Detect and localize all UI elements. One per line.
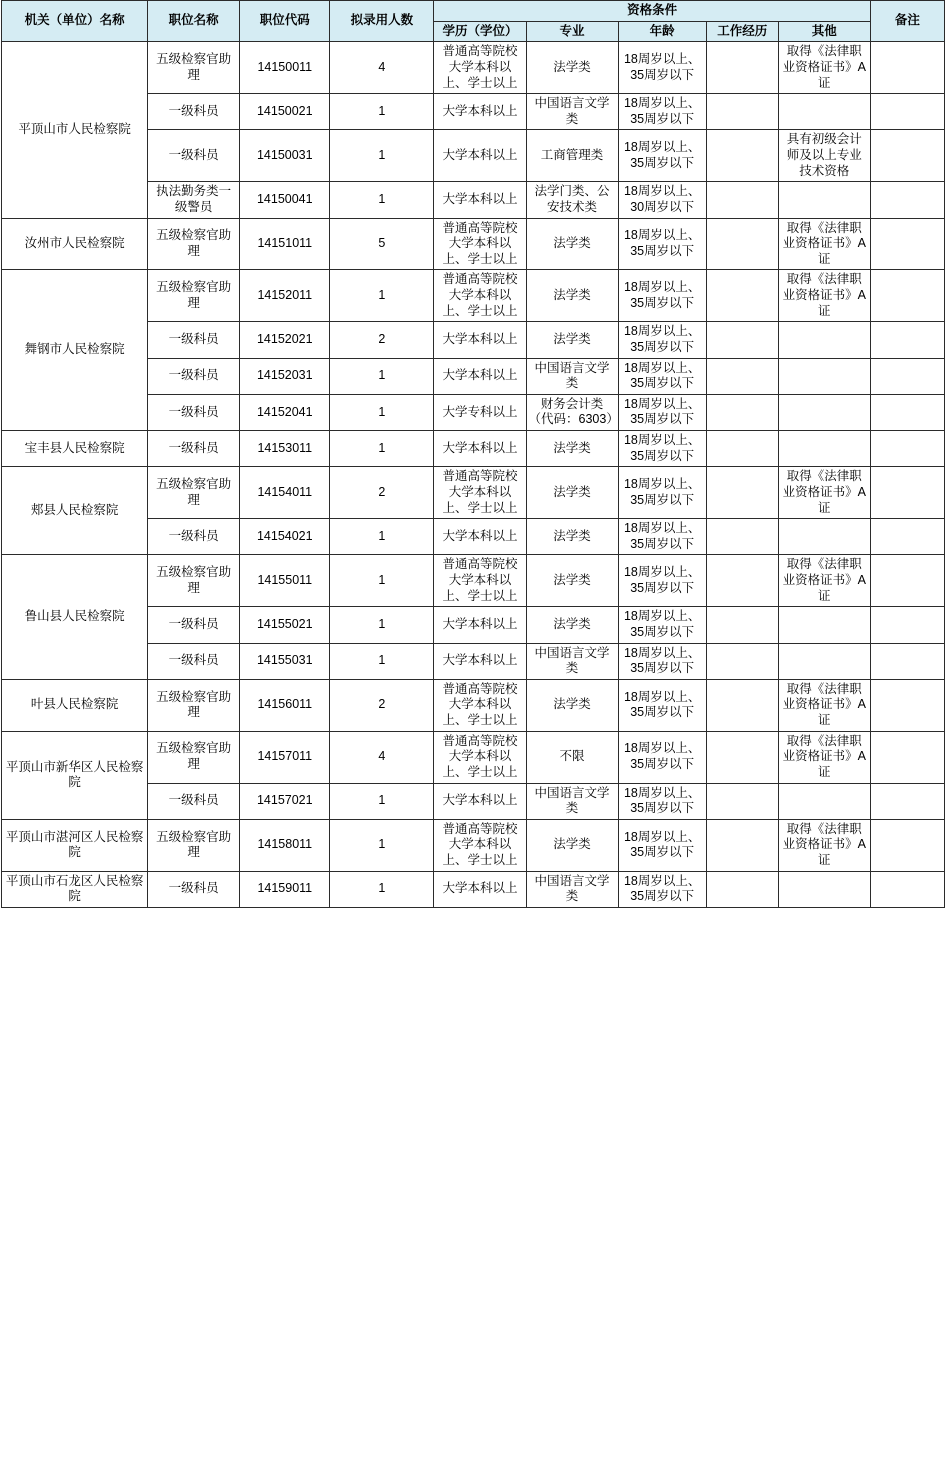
cell-position: 五级检察官助理 <box>148 679 240 731</box>
cell-note <box>870 467 944 519</box>
cell-major: 中国语言文学类 <box>526 871 618 907</box>
cell-other <box>778 607 870 643</box>
cell-major: 法学类 <box>526 555 618 607</box>
cell-other: 取得《法律职业资格证书》A证 <box>778 819 870 871</box>
cell-code: 14152031 <box>240 358 330 394</box>
cell-experience <box>706 94 778 130</box>
cell-count: 1 <box>330 130 434 182</box>
cell-major: 中国语言文学类 <box>526 783 618 819</box>
cell-other <box>778 871 870 907</box>
cell-education: 大学本科以上 <box>434 871 526 907</box>
cell-code: 14150031 <box>240 130 330 182</box>
cell-position: 五级检察官助理 <box>148 467 240 519</box>
header-experience: 工作经历 <box>706 21 778 42</box>
cell-code: 14159011 <box>240 871 330 907</box>
cell-age: 18周岁以上、35周岁以下 <box>618 467 706 519</box>
cell-age: 18周岁以上、35周岁以下 <box>618 519 706 555</box>
cell-age: 18周岁以上、35周岁以下 <box>618 270 706 322</box>
cell-major: 工商管理类 <box>526 130 618 182</box>
cell-experience <box>706 130 778 182</box>
cell-other <box>778 358 870 394</box>
cell-organization: 平顶山市人民检察院 <box>2 42 148 218</box>
cell-organization: 宝丰县人民检察院 <box>2 431 148 467</box>
cell-experience <box>706 42 778 94</box>
cell-major: 法学类 <box>526 42 618 94</box>
cell-count: 1 <box>330 819 434 871</box>
cell-other <box>778 94 870 130</box>
cell-position: 五级检察官助理 <box>148 731 240 783</box>
cell-organization: 舞钢市人民检察院 <box>2 270 148 431</box>
cell-experience <box>706 182 778 218</box>
cell-code: 14154021 <box>240 519 330 555</box>
cell-count: 2 <box>330 679 434 731</box>
cell-count: 4 <box>330 731 434 783</box>
cell-position: 一级科员 <box>148 322 240 358</box>
cell-education: 大学本科以上 <box>434 607 526 643</box>
cell-note <box>870 358 944 394</box>
cell-position: 一级科员 <box>148 871 240 907</box>
cell-count: 1 <box>330 431 434 467</box>
header-age: 年龄 <box>618 21 706 42</box>
cell-education: 普通高等院校大学本科以上、学士以上 <box>434 819 526 871</box>
cell-code: 14155021 <box>240 607 330 643</box>
cell-count: 1 <box>330 555 434 607</box>
table-row <box>2 467 945 519</box>
cell-age: 18周岁以上、35周岁以下 <box>618 731 706 783</box>
header-count: 拟录用人数 <box>330 1 434 42</box>
cell-code: 14151011 <box>240 218 330 270</box>
cell-other <box>778 519 870 555</box>
cell-count: 1 <box>330 94 434 130</box>
cell-major: 法学类 <box>526 819 618 871</box>
cell-education: 普通高等院校大学本科以上、学士以上 <box>434 467 526 519</box>
cell-position: 一级科员 <box>148 94 240 130</box>
cell-count: 1 <box>330 182 434 218</box>
cell-education: 大学本科以上 <box>434 358 526 394</box>
cell-age: 18周岁以上、35周岁以下 <box>618 394 706 430</box>
cell-organization: 鲁山县人民检察院 <box>2 555 148 679</box>
table-row <box>2 819 945 871</box>
cell-experience <box>706 643 778 679</box>
cell-code: 14156011 <box>240 679 330 731</box>
cell-age: 18周岁以上、35周岁以下 <box>618 607 706 643</box>
cell-education: 普通高等院校大学本科以上、学士以上 <box>434 555 526 607</box>
cell-education: 大学本科以上 <box>434 643 526 679</box>
cell-code: 14153011 <box>240 431 330 467</box>
cell-major: 法学类 <box>526 322 618 358</box>
cell-age: 18周岁以上、35周岁以下 <box>618 431 706 467</box>
cell-experience <box>706 607 778 643</box>
cell-education: 普通高等院校大学本科以上、学士以上 <box>434 679 526 731</box>
cell-note <box>870 394 944 430</box>
cell-note <box>870 731 944 783</box>
cell-code: 14158011 <box>240 819 330 871</box>
cell-education: 大学本科以上 <box>434 519 526 555</box>
cell-position: 一级科员 <box>148 519 240 555</box>
cell-experience <box>706 358 778 394</box>
cell-other: 取得《法律职业资格证书》A证 <box>778 731 870 783</box>
cell-major: 法学类 <box>526 679 618 731</box>
cell-position: 一级科员 <box>148 783 240 819</box>
header-org: 机关（单位）名称 <box>2 1 148 42</box>
cell-code: 14152011 <box>240 270 330 322</box>
cell-education: 普通高等院校大学本科以上、学士以上 <box>434 270 526 322</box>
cell-major: 法学门类、公安技术类 <box>526 182 618 218</box>
cell-age: 18周岁以上、35周岁以下 <box>618 42 706 94</box>
cell-education: 大学本科以上 <box>434 182 526 218</box>
cell-major: 法学类 <box>526 218 618 270</box>
cell-major: 中国语言文学类 <box>526 643 618 679</box>
cell-count: 5 <box>330 218 434 270</box>
cell-experience <box>706 871 778 907</box>
table-header <box>2 1 945 42</box>
cell-code: 14152041 <box>240 394 330 430</box>
cell-position: 一级科员 <box>148 130 240 182</box>
cell-organization: 平顶山市石龙区人民检察院 <box>2 871 148 907</box>
cell-major: 法学类 <box>526 607 618 643</box>
cell-count: 1 <box>330 394 434 430</box>
cell-count: 2 <box>330 322 434 358</box>
cell-note <box>870 130 944 182</box>
cell-count: 1 <box>330 783 434 819</box>
cell-count: 2 <box>330 467 434 519</box>
cell-major: 不限 <box>526 731 618 783</box>
cell-position: 五级检察官助理 <box>148 42 240 94</box>
cell-education: 大学本科以上 <box>434 431 526 467</box>
header-qualification-group: 资格条件 <box>434 1 870 22</box>
cell-note <box>870 431 944 467</box>
cell-other <box>778 783 870 819</box>
cell-other <box>778 394 870 430</box>
header-education: 学历（学位） <box>434 21 526 42</box>
cell-major: 中国语言文学类 <box>526 358 618 394</box>
cell-code: 14150011 <box>240 42 330 94</box>
cell-count: 1 <box>330 607 434 643</box>
cell-experience <box>706 218 778 270</box>
table-row <box>2 555 945 607</box>
cell-other <box>778 322 870 358</box>
cell-major: 财务会计类（代码：6303） <box>526 394 618 430</box>
header-position: 职位名称 <box>148 1 240 42</box>
table-row <box>2 731 945 783</box>
cell-note <box>870 42 944 94</box>
cell-major: 中国语言文学类 <box>526 94 618 130</box>
cell-note <box>870 94 944 130</box>
cell-other: 取得《法律职业资格证书》A证 <box>778 679 870 731</box>
cell-organization: 叶县人民检察院 <box>2 679 148 731</box>
header-row-1 <box>2 1 945 22</box>
cell-note <box>870 783 944 819</box>
cell-count: 4 <box>330 42 434 94</box>
cell-age: 18周岁以上、35周岁以下 <box>618 679 706 731</box>
cell-count: 1 <box>330 270 434 322</box>
cell-education: 普通高等院校大学本科以上、学士以上 <box>434 731 526 783</box>
cell-age: 18周岁以上、35周岁以下 <box>618 130 706 182</box>
cell-code: 14157021 <box>240 783 330 819</box>
cell-position: 五级检察官助理 <box>148 819 240 871</box>
cell-code: 14155011 <box>240 555 330 607</box>
cell-education: 大学专科以上 <box>434 394 526 430</box>
cell-other: 取得《法律职业资格证书》A证 <box>778 218 870 270</box>
cell-age: 18周岁以上、35周岁以下 <box>618 643 706 679</box>
cell-note <box>870 322 944 358</box>
cell-organization: 汝州市人民检察院 <box>2 218 148 270</box>
cell-experience <box>706 519 778 555</box>
cell-other <box>778 643 870 679</box>
cell-major: 法学类 <box>526 431 618 467</box>
cell-age: 18周岁以上、35周岁以下 <box>618 819 706 871</box>
table-row <box>2 871 945 907</box>
cell-experience <box>706 555 778 607</box>
cell-count: 1 <box>330 519 434 555</box>
table-row <box>2 679 945 731</box>
cell-position: 一级科员 <box>148 643 240 679</box>
cell-organization: 平顶山市新华区人民检察院 <box>2 731 148 819</box>
cell-code: 14152021 <box>240 322 330 358</box>
cell-note <box>870 871 944 907</box>
cell-experience <box>706 270 778 322</box>
cell-experience <box>706 467 778 519</box>
cell-age: 18周岁以上、35周岁以下 <box>618 358 706 394</box>
cell-other: 取得《法律职业资格证书》A证 <box>778 467 870 519</box>
cell-education: 大学本科以上 <box>434 94 526 130</box>
header-code: 职位代码 <box>240 1 330 42</box>
table-row <box>2 218 945 270</box>
cell-age: 18周岁以上、35周岁以下 <box>618 94 706 130</box>
cell-position: 五级检察官助理 <box>148 270 240 322</box>
cell-note <box>870 819 944 871</box>
cell-other: 取得《法律职业资格证书》A证 <box>778 270 870 322</box>
cell-note <box>870 555 944 607</box>
cell-count: 1 <box>330 358 434 394</box>
table-row <box>2 270 945 322</box>
cell-education: 大学本科以上 <box>434 783 526 819</box>
cell-note <box>870 519 944 555</box>
cell-experience <box>706 819 778 871</box>
header-other: 其他 <box>778 21 870 42</box>
cell-code: 14150041 <box>240 182 330 218</box>
cell-major: 法学类 <box>526 519 618 555</box>
cell-code: 14157011 <box>240 731 330 783</box>
cell-education: 普通高等院校大学本科以上、学士以上 <box>434 42 526 94</box>
cell-note <box>870 679 944 731</box>
header-note: 备注 <box>870 1 944 42</box>
cell-position: 一级科员 <box>148 607 240 643</box>
cell-experience <box>706 394 778 430</box>
cell-other: 取得《法律职业资格证书》A证 <box>778 42 870 94</box>
cell-major: 法学类 <box>526 467 618 519</box>
cell-code: 14154011 <box>240 467 330 519</box>
cell-note <box>870 607 944 643</box>
table-row <box>2 42 945 94</box>
cell-position: 一级科员 <box>148 358 240 394</box>
cell-age: 18周岁以上、35周岁以下 <box>618 322 706 358</box>
cell-experience <box>706 731 778 783</box>
cell-note <box>870 270 944 322</box>
cell-position: 一级科员 <box>148 394 240 430</box>
cell-other <box>778 431 870 467</box>
cell-other <box>778 182 870 218</box>
cell-education: 大学本科以上 <box>434 322 526 358</box>
cell-other: 具有初级会计师及以上专业技术资格 <box>778 130 870 182</box>
cell-position: 五级检察官助理 <box>148 555 240 607</box>
cell-age: 18周岁以上、35周岁以下 <box>618 218 706 270</box>
cell-organization: 郏县人民检察院 <box>2 467 148 555</box>
cell-code: 14150021 <box>240 94 330 130</box>
cell-experience <box>706 431 778 467</box>
cell-count: 1 <box>330 871 434 907</box>
table-row <box>2 431 945 467</box>
cell-experience <box>706 322 778 358</box>
cell-position: 一级科员 <box>148 431 240 467</box>
cell-note <box>870 643 944 679</box>
cell-note <box>870 218 944 270</box>
header-major: 专业 <box>526 21 618 42</box>
recruitment-table <box>1 0 945 908</box>
cell-experience <box>706 679 778 731</box>
cell-age: 18周岁以上、35周岁以下 <box>618 555 706 607</box>
cell-major: 法学类 <box>526 270 618 322</box>
cell-age: 18周岁以上、30周岁以下 <box>618 182 706 218</box>
cell-education: 大学本科以上 <box>434 130 526 182</box>
cell-age: 18周岁以上、35周岁以下 <box>618 783 706 819</box>
cell-experience <box>706 783 778 819</box>
cell-age: 18周岁以上、35周岁以下 <box>618 871 706 907</box>
cell-position: 五级检察官助理 <box>148 218 240 270</box>
cell-organization: 平顶山市湛河区人民检察院 <box>2 819 148 871</box>
table-body <box>2 42 945 908</box>
cell-position: 执法勤务类一级警员 <box>148 182 240 218</box>
cell-count: 1 <box>330 643 434 679</box>
cell-code: 14155031 <box>240 643 330 679</box>
cell-education: 普通高等院校大学本科以上、学士以上 <box>434 218 526 270</box>
cell-other: 取得《法律职业资格证书》A证 <box>778 555 870 607</box>
cell-note <box>870 182 944 218</box>
